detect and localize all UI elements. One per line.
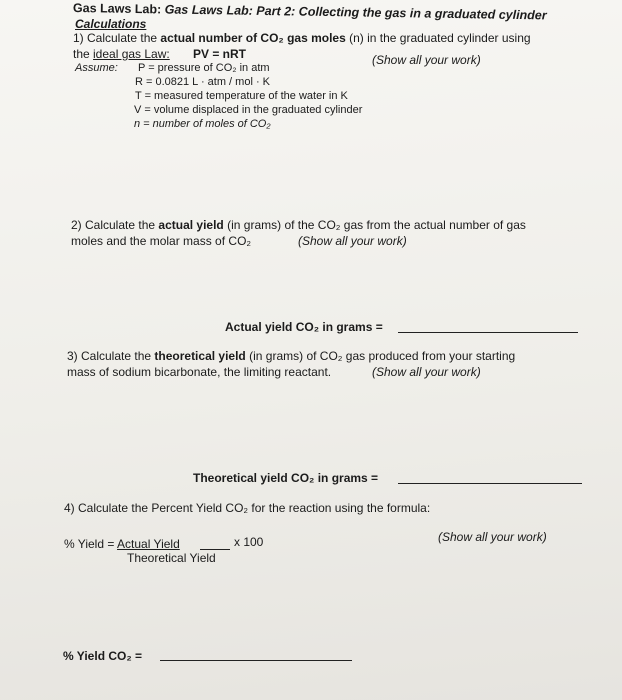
fraction-bar-extension	[200, 549, 230, 550]
percent-yield-answer-line[interactable]	[160, 660, 352, 661]
question-1-line-1: 1) Calculate the actual number of CO₂ gas moles (n) in the graduated cylinder using	[73, 31, 531, 45]
question-3-line-2: mass of sodium bicarbonate, the limiting reactant.	[67, 365, 332, 379]
question-2-line-2: moles and the molar mass of CO₂	[71, 234, 252, 248]
worksheet-title: Gas Laws Lab: Part 2: Collecting the gas in a graduated cylinder	[164, 2, 547, 23]
assumption-moles: n = number of moles of CO₂	[134, 118, 271, 130]
question-3-line-1: 3) Calculate the theoretical yield (in grams) of CO₂ gas produced from your starting	[67, 349, 516, 363]
question-1-line-2: the ideal gas Law:	[73, 47, 170, 61]
percent-yield-label: % Yield CO₂ =	[63, 649, 143, 663]
formula-times-100: x 100	[234, 535, 264, 549]
question-4-line-1: 4) Calculate the Percent Yield CO₂ for the reaction using the formula:	[64, 501, 431, 515]
question-2-line-1: 2) Calculate the actual yield (in grams) of the CO₂ gas from the actual number of gas	[71, 218, 526, 232]
assume-label: Assume:	[75, 62, 118, 74]
theoretical-yield-answer-line[interactable]	[398, 483, 582, 484]
actual-yield-answer-line[interactable]	[398, 332, 578, 333]
q1-show-work: (Show all your work)	[372, 53, 481, 67]
assumption-volume: V = volume displaced in the graduated cylinder	[134, 104, 363, 116]
title-prefix: Gas Laws Lab:	[72, 1, 165, 17]
q2-show-work: (Show all your work)	[298, 234, 407, 248]
actual-yield-label: Actual yield CO₂ in grams =	[225, 320, 383, 334]
formula-denominator: Theoretical Yield	[127, 551, 216, 565]
theoretical-yield-label: Theoretical yield CO₂ in grams =	[193, 471, 379, 485]
q3-show-work: (Show all your work)	[372, 365, 481, 379]
percent-yield-formula	[64, 537, 180, 551]
ideal-gas-formula: PV = nRT	[193, 47, 247, 61]
assumption-temperature: T = measured temperature of the water in K	[135, 90, 348, 102]
assumption-pressure: P = pressure of CO₂ in atm	[138, 62, 270, 74]
section-heading: Calculations	[75, 17, 147, 31]
formula-numerator: Actual Yield	[117, 537, 180, 551]
formula-left: % Yield =	[64, 537, 118, 551]
assumption-gas-constant: R = 0.0821 L · atm / mol · K	[135, 76, 271, 88]
q4-show-work: (Show all your work)	[438, 530, 547, 544]
